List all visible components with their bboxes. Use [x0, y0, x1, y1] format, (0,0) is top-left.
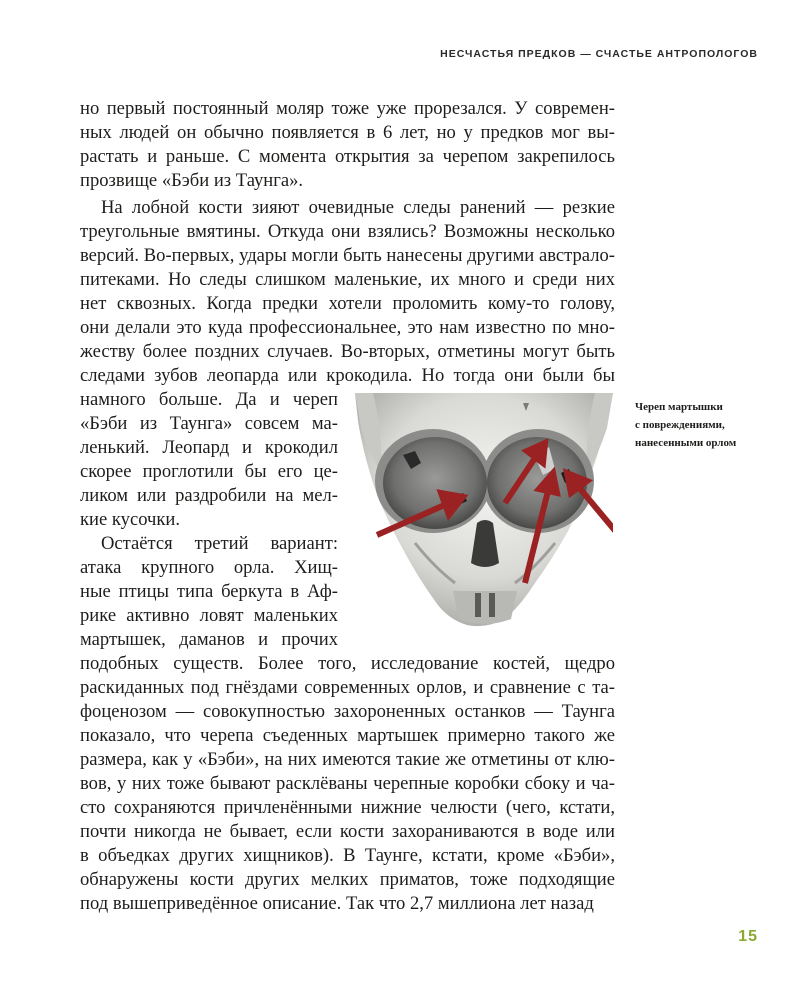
text-line: следами зубов леопарда или крокодила. Но тогда они были бы — [80, 365, 615, 386]
caption-line: Череп мартышки — [635, 401, 723, 413]
text-line: сто сохраняются причленёнными нижние челюсти (чего, кстати, — [80, 797, 615, 818]
text-line: показало, что черепа съеденных мартышек примерно такого же — [80, 725, 615, 746]
text-line: почти никогда не бывает, если кости захораниваются в воде или — [80, 821, 615, 842]
caption-line: нанесенными орлом — [635, 437, 737, 449]
text-line: рике активно ловят маленьких — [80, 605, 338, 626]
text-line: но первый постоянный моляр тоже уже прорезался. У современ- — [80, 98, 615, 119]
text-line: прозвище «Бэби из Таунга». — [80, 170, 304, 191]
text-line: ликом или раздробили на мел- — [80, 485, 338, 506]
text-line: На лобной кости зияют очевидные следы ранений — резкие — [101, 197, 615, 218]
monkey-skull-illustration — [355, 393, 613, 631]
page-number: 15 — [738, 928, 758, 945]
text-line: растать и раньше. С момента открытия за черепом закрепилось — [80, 146, 615, 167]
text-line: обнаружены кости других мелких приматов, тоже подходящие — [80, 869, 615, 890]
text-line: раскиданных под гнёздами современных орлов, и сравнение с та- — [80, 677, 615, 698]
text-line: под вышеприведённое описание. Так что 2,7 миллиона лет назад — [80, 893, 594, 914]
text-line: Остаётся третий вариант: — [101, 533, 338, 554]
text-line: треугольные вмятины. Откуда они взялись? Возможны несколько — [80, 221, 615, 242]
text-line: подобных существ. Более того, исследование костей, щедро — [80, 653, 615, 674]
text-line: жеству более поздних случаев. Во-вторых, отметины могут быть — [80, 341, 615, 362]
text-line: «Бэби из Таунга» совсем ма- — [80, 413, 338, 434]
text-line: кие кусочки. — [80, 509, 181, 530]
text-line: вов, у них тоже бывают расклёваны черепные коробки сбоку и ча- — [80, 773, 615, 794]
skull-icon — [355, 393, 613, 631]
text-line: атака крупного орла. Хищ- — [80, 557, 338, 578]
text-line: питеками. Но следы слишком маленькие, их много и среди них — [80, 269, 615, 290]
text-line: ные птицы типа беркута в Аф- — [80, 581, 338, 602]
text-line: намного больше. Да и череп — [80, 389, 338, 410]
figure-caption — [635, 398, 785, 452]
text-line: в объедках других хищников). В Таунге, кстати, кроме «Бэби», — [80, 845, 615, 866]
text-line: версий. Во-первых, удары могли быть нанесены другими австрало- — [80, 245, 615, 266]
caption-line: с повреждениями, — [635, 419, 725, 431]
text-line: фоценозом — совокупностью захороненных останков — Таунга — [80, 701, 615, 722]
text-line: нет сквозных. Когда предки хотели проломить кому-то голову, — [80, 293, 615, 314]
text-line: скорее проглотили бы его це- — [80, 461, 338, 482]
running-header: НЕСЧАСТЬЯ ПРЕДКОВ — СЧАСТЬЕ АНТРОПОЛОГОВ — [440, 48, 758, 60]
text-line: они делали это куда профессиональнее, это нам известно по мно- — [80, 317, 615, 338]
text-line: ленький. Леопард и крокодил — [80, 437, 338, 458]
text-line: мартышек, даманов и прочих — [80, 629, 338, 650]
text-line: ных людей он обычно появляется в 6 лет, но у предков мог вы- — [80, 122, 615, 143]
text-line: размера, как у «Бэби», на них имеются такие же отметины от клю- — [80, 749, 615, 770]
